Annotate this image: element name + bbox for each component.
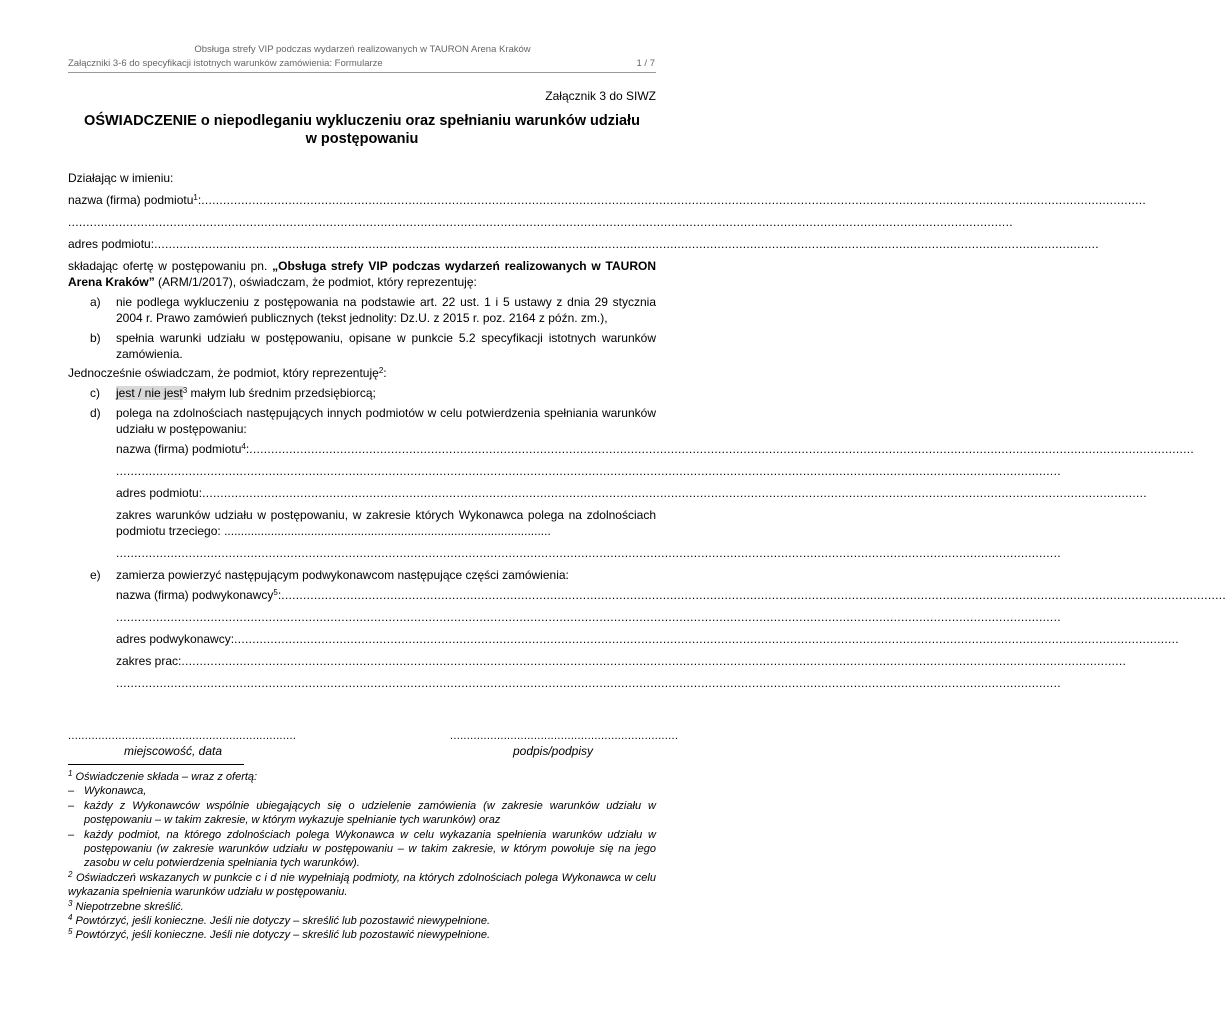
list-item-b: b) spełnia warunki udziału w postępowaniu, opisane w punkcie 5.2 specyfikacji istotnych warunków zamówienia. xyxy=(90,331,656,361)
footnote-4: $^4$ Powtórzyć, jeśli konieczne. Jeśli nie dotyczy – skreślić lub pozostawić niewypełnione. xyxy=(68,913,491,928)
item-d-fields xyxy=(116,441,1195,561)
footnote-1-dash-item: – każdy podmiot, na którego zdolnościach polega Wykonawca w celu wykazania spełnienia warunków udziału w postępowaniu (w zakresie warunków udziału w postępowaniu – w takim zakresie, w którym powołuje się na jego zasobu w celu potwierdzenia spełniania tych warunków). xyxy=(68,828,656,870)
signature-column xyxy=(450,730,679,758)
list-item-c: c) jest / nie jest$^3$ małym lub średnim przedsiębiorcą; xyxy=(90,386,376,400)
acting-label: Działając w imieniu: xyxy=(68,171,174,185)
footnote-3: $^3$ Niepotrzebne skreślić. xyxy=(68,898,184,913)
footnote-ref: 1 xyxy=(193,193,198,202)
entity-name-label: nazwa (firma) podmiotu$^1$: xyxy=(68,193,202,207)
footnote-5: $^5$ Powtórzyć, jeśli konieczne. Jeśli nie dotyczy – skreślić lub pozostawić niewypełnione. xyxy=(68,927,491,942)
list-item-e: e) zamierza powierzyć następującym podwykonawcom następujące części zamówienia: xyxy=(90,568,569,582)
fill-line: .................................................................................................................................................................................................................................................................... xyxy=(116,610,1061,624)
procurement-name: „Obsługa strefy VIP podczas wydarzeń realizowanych w TAURON Arena Kraków” xyxy=(68,259,656,289)
third-party-scope-label: zakres warunków udziału w postępowaniu, w zakresie których Wykonawca polega na zdolnościach podmiotu trzeciego: .................................................................................................. xyxy=(116,508,656,538)
entity-address-field xyxy=(68,236,1099,252)
fill-line: .................................................................................................................................................................................................................................................................... xyxy=(116,546,1061,560)
also-statement: Jednocześnie oświadczam, że podmiot, który reprezentuję$^2$: xyxy=(68,366,387,380)
fill-line: .................................................................................................................................................................................................................................................................... xyxy=(116,464,1061,478)
document-body xyxy=(68,88,1226,697)
fill-line: .................................................................................................................................................................................................................................................................... xyxy=(181,654,1127,668)
footnote-ref: 4 xyxy=(241,442,246,451)
subcontractor-address-field: adres podwykonawcy: .................................................................................................................................................................................................................................................................... xyxy=(116,632,1179,646)
fill-line: .................................................................... xyxy=(68,730,297,742)
fill-line: .................................................................................................................................................................................................................................................................... xyxy=(249,442,1195,456)
choice-highlight: jest / nie jest xyxy=(116,386,183,400)
footnote-ref: 2 xyxy=(378,366,384,375)
footnote-1-dash-item: – Wykonawca, xyxy=(68,785,147,798)
header-title: Obsługa strefy VIP podczas wydarzeń realizowanych w TAURON Arena Kraków xyxy=(194,44,531,55)
fill-line: .................................................................................................................................................................................................................................................................... xyxy=(68,215,1013,229)
place-date-column xyxy=(68,730,297,758)
footnote-1: $^1$ Oświadczenie składa – wraz z ofertą: xyxy=(68,769,258,783)
entity-name-field xyxy=(68,192,1147,208)
footnote-ref: 3 xyxy=(182,386,188,395)
footnote-ref: 5 xyxy=(273,588,278,597)
fill-line: .................................................................................................................................................................................................................................................................... xyxy=(202,486,1147,500)
footnote-divider xyxy=(68,764,244,765)
header-divider xyxy=(68,72,656,73)
fill-line: .................................................................................................................................................................................................................................................................... xyxy=(201,193,1147,207)
fill-line: .................................................................................................................................................................................................................................................................... xyxy=(154,237,1099,251)
fill-line: .................................................................................................. xyxy=(224,524,551,538)
fill-line: .................................................................................................................................................................................................................................................................... xyxy=(234,632,1179,646)
subcontractor-name-field: nazwa (firma) podwykonawcy$^5$: .................................................................................................................................................................................................................................................................... xyxy=(116,588,1226,602)
third-party-address-field: adres podmiotu: .................................................................................................................................................................................................................................................................... xyxy=(116,486,1147,500)
footnote-1-dash-item: – każdy z Wykonawców wspólnie ubiegających się o udzielenie zamówienia (w zakresie warunków udziału w postępowaniu – w takim zakresie, w którym wykazuje spełnianie tych warunków) oraz xyxy=(68,799,656,827)
work-scope-field: zakres prac: .................................................................................................................................................................................................................................................................... xyxy=(116,654,1127,668)
footnote-2: $^2$ Oświadczeń wskazanych w punkcie c i d nie wypełniają podmioty, na których zdolnościach polega Wykonawca w celu wykazania spełnienia warunków udziału w postępowaniu. xyxy=(68,869,656,899)
document-title: OŚWIADCZENIE o niepodleganiu wykluczeniu oraz spełnianiu warunków udziału w postępowaniu xyxy=(84,113,640,147)
third-party-name-field: nazwa (firma) podmiotu$^4$: .................................................................................................................................................................................................................................................................... xyxy=(116,442,1195,456)
list-item-a: a) nie podlega wykluczeniu z postępowania na podstawie art. 22 ust. 1 i 5 ustawy z dnia 29 stycznia 2004 r. Prawo zamówień publicznych (tekst jednolity: Dz.U. z 2015 r. poz. 2164 z późn. zm.), xyxy=(90,295,656,325)
fill-line: .................................................................................................................................................................................................................................................................... xyxy=(281,588,1226,602)
list-item-d: d) polega na zdolnościach następujących innych podmiotów w celu potwierdzenia spełniania warunków udziału w postępowaniu: xyxy=(90,406,656,436)
intro-paragraph: składając ofertę w postępowaniu pn. „Obsługa strefy VIP podczas wydarzeń realizowanych w TAURON Arena Kraków” (ARM/1/2017), oświadczam, że podmiot, który reprezentuję: xyxy=(68,259,656,289)
place-date-caption: miejscowość, data xyxy=(123,744,223,758)
entity-address-label: adres podmiotu: xyxy=(68,237,155,251)
page-number: 1 / 7 xyxy=(636,58,655,69)
fill-line: .................................................................................................................................................................................................................................................................... xyxy=(116,676,1061,690)
header-subtitle: Załączniki 3-6 do specyfikacji istotnych warunków zamówienia: Formularze xyxy=(68,58,383,69)
signature-caption: podpis/podpisy xyxy=(512,744,594,758)
footnotes xyxy=(68,770,656,943)
annex-label: Załącznik 3 do SIWZ xyxy=(545,89,656,103)
item-e-fields xyxy=(116,587,1226,691)
fill-line: .................................................................... xyxy=(450,730,679,742)
